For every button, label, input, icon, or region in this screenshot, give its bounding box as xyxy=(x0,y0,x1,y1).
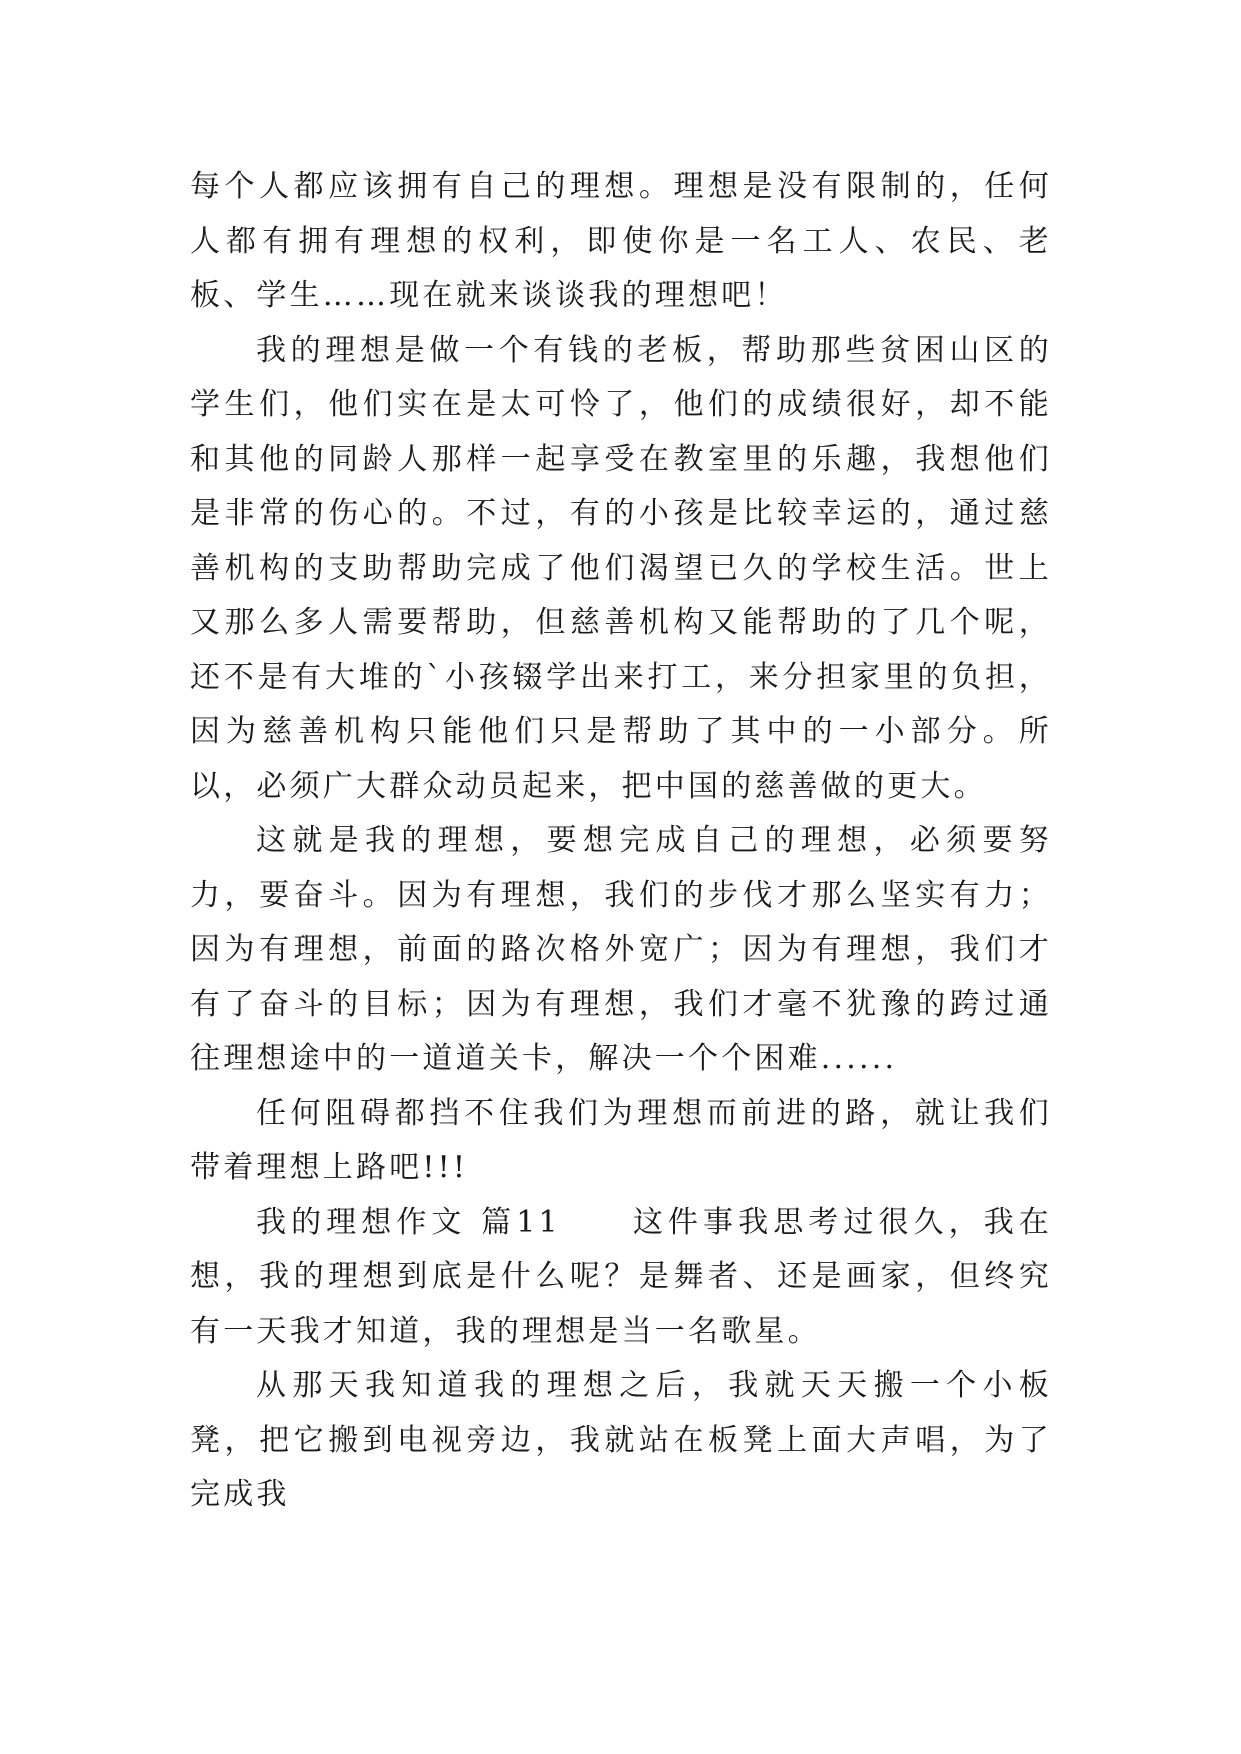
essay-body xyxy=(190,160,1052,1523)
paragraph-4: 任何阻碍都挡不住我们为理想而前进的路，就让我们带着理想上路吧!!! xyxy=(190,1095,1052,1185)
paragraph-1: 每个人都应该拥有自己的理想。理想是没有限制的，任何人都有拥有理想的权利，即使你是一名工人、农民、老板、学生……现在就来谈谈我的理想吧！ xyxy=(190,169,1052,313)
paragraph-3: 这就是我的理想，要想完成自己的理想，必须要努力，要奋斗。因为有理想，我们的步伐才那么坚实有力；因为有理想，前面的路次格外宽广；因为有理想，我们才有了奋斗的目标；因为有理想，我们才毫不犹豫的跨过通往理想途中的一道道关卡，解决一个个困难...... xyxy=(190,823,1052,1076)
paragraph-2: 我的理想是做一个有钱的老板，帮助那些贫困山区的学生们，他们实在是太可怜了，他们的成绩很好，却不能和其他的同龄人那样一起享受在教室里的乐趣，我想他们是非常的伤心的。不过，有的小孩是比较幸运的，通过慈善机构的支助帮助完成了他们渴望已久的学校生活。世上又那么多人需要帮助，但慈善机构又能帮助的了几个呢，还不是有大堆的`小孩辍学出来打工，来分担家里的负担，因为慈善机构只能他们只是帮助了其中的一小部分。所以，必须广大群众动员起来，把中国的慈善做的更大。 xyxy=(190,332,1052,804)
paragraph-5: 我的理想作文 篇11 这件事我思考过很久，我在想，我的理想到底是什么呢？是舞者、还是画家，但终究有一天我才知道，我的理想是当一名歌星。 xyxy=(190,1204,1052,1349)
paragraph-6: 从那天我知道我的理想之后，我就天天搬一个小板凳，把它搬到电视旁边，我就站在板凳上面大声唱，为了完成我 xyxy=(190,1368,1052,1512)
